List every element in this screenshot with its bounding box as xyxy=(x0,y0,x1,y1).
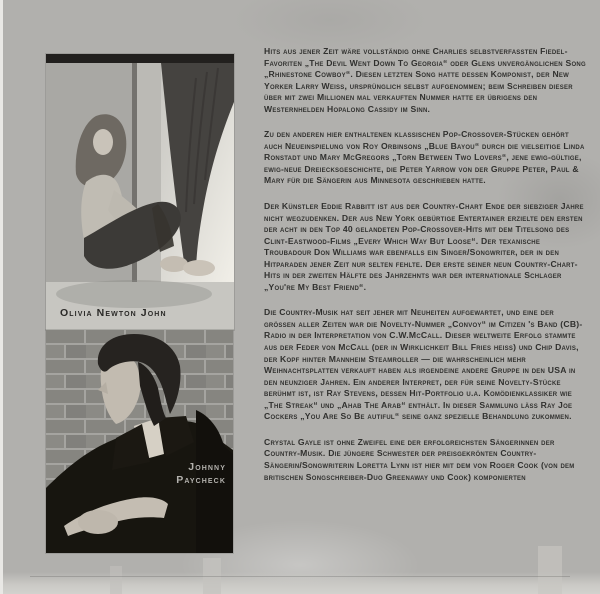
liner-notes-paragraph-3: Der Künstler Eddie Rabbitt ist aus der Country-Chart Ende der siebziger Jahre nicht wegzudenken. Der aus New York gebürtige Entertainer erzielte den ersten der acht in den Top 40 gelandeten Pop-Crossover-Hits mit dem Titelsong des Clint-Eastwood-Films „Every Which Way But Loose“. Der texanische Troubadour Don Williams war ebenfalls ein Singer/Songwriter, der in den Hitparaden jener Zeit nur selten fehlte. Der erste seiner neun Country-Chart-Hits in der zweiten Hälfte des Jahrzehnts war der internationale Schlager „You're My Best Friend“. xyxy=(264,201,584,292)
scan-line-artifact xyxy=(30,576,570,577)
liner-notes-paragraph-5: Crystal Gayle ist ohne Zweifel eine der erfolgreichsten Sängerinnen der Country-Musik. Die jüngere Schwester der preisgekrönten Country-Sängerin/Songwriterin Loretta Lynn ist hier mit dem von Roger Cook (von dem britischen Songschreiber-Duo Greenaway und Cook) komponierten xyxy=(264,436,575,482)
scan-smudge xyxy=(538,546,562,594)
liner-notes-paragraph-2: Zu den anderen hier enthaltenen klassischen Pop-Crossover-Stücken gehört auch Neueinspielung von Roy Orbinsons „Blue Bayou“ durch die vielseitige Linda Ronstadt und Mary McGregors „Torn Between Two Lovers“, jene ewig-gültige, ewig-neue Dreiecksgeschichte, die Peter Yarrow von der Gruppe Peter, Paul & Mary für die Sängerin aus Minnesota geschrieben hatte. xyxy=(264,129,585,186)
photo-johnny-paycheck xyxy=(46,330,233,553)
caption-johnny-paycheck xyxy=(176,461,226,487)
caption-olivia-newton-john: Olivia Newton John xyxy=(60,307,167,319)
caption-johnny-line1: Johnny xyxy=(188,461,226,473)
scan-edge-left xyxy=(0,0,3,594)
caption-johnny-line2: Paycheck xyxy=(176,474,226,486)
paycheck-photo-illustration xyxy=(46,330,233,553)
olivia-photo-illustration xyxy=(46,54,234,330)
photo-olivia-newton-john xyxy=(46,54,234,330)
liner-notes-paragraph-1: Hits aus jener Zeit wäre vollständig ohne Charlies selbstverfassten Fiedel-Favoriten „The Devil Went Down To Georgia“ oder Glens unvergänglichen Song „Rhinestone Cowboy“. Diesen letzten Song hatte dessen Komponist, der New Yorker Larry Weiss, ursprünglich selbst aufgenommen; beim Schreiben dieser über mit zwei Millionen mal verkauften Nummer hatte er übrigens den Westernhelden Hopalong Cassidy im Sinn. xyxy=(264,46,586,114)
scan-smudge xyxy=(110,566,122,594)
liner-notes-text xyxy=(264,46,588,497)
liner-notes-paragraph-4: Die Country-Musik hat seit jeher mit Neuheiten aufgewartet, und eine der grössen aller Zeiten war die Novelty-Nummer „Convoy“ im Citizen 's Band (CB)-Radio in der Interpretation von C.W.McCall. Dieser weltweite Erfolg stammte aus der Feder von McCall (der in Wirklichkeit Bill Fries heiss) und Chip Davis, der Kopf hinter Mannheim Steamroller — die wahrscheinlich mehr Weihnachtsplatten verkauft haben als irgendeine andere Gruppe in den USA in den neunziger Jahren. Ein anderer Interpret, der für seine Novelty-Stücke berühmt ist, ist Ray Stevens, dessen Hit-Portfolio u.a. Komödienklassiker wie „The Streak“ und „Ahab The Arab“ enthält. In dieser Sammlung läss Ray Joe Cockers „You Are So Be autiful“ seine ganz spezielle Behandlung zukommen. xyxy=(264,307,583,422)
